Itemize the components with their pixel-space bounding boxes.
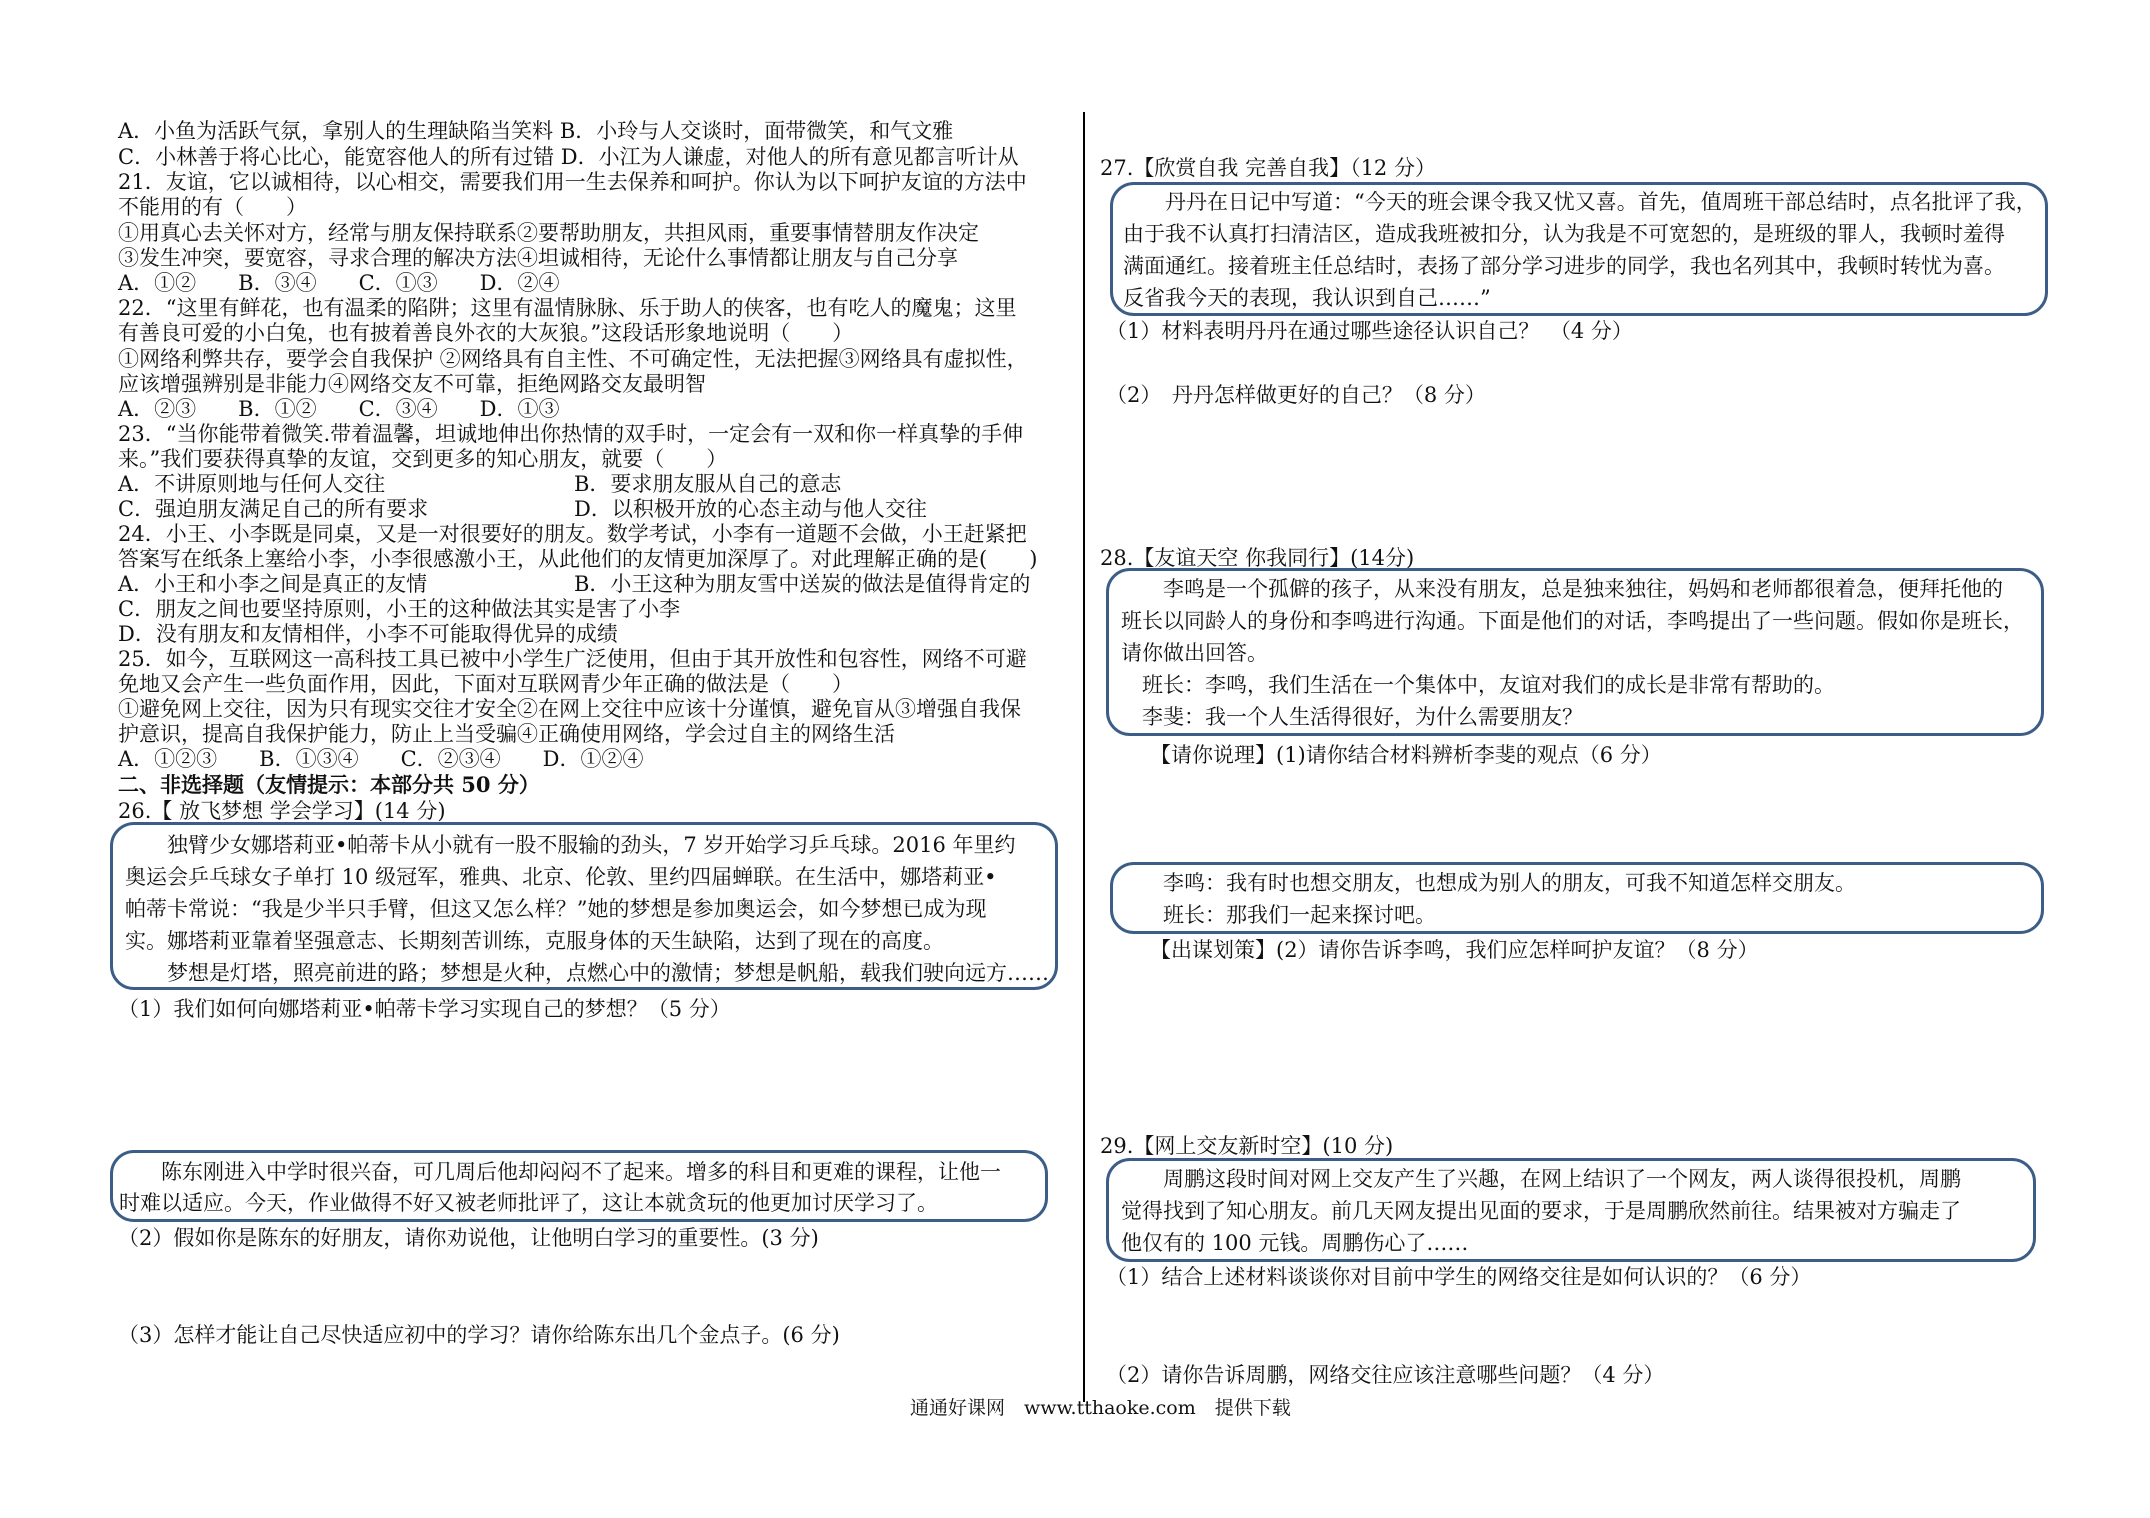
q28-question-1: 【请你说理】(1)请你结合材料辨析李斐的观点（6 分）: [1150, 743, 1662, 767]
q25-choices: A．①②③ B．①③④ C．②③④ D．①②④: [118, 747, 644, 771]
q22-choices: A．②③ B．①② C．③④ D．①③: [118, 397, 560, 421]
q27-title: 27.【欣赏自我 完善自我】（12 分）: [1100, 156, 1436, 180]
q27-material-box: [1110, 182, 2048, 316]
q26-question-3: （3）怎样才能让自己尽快适应初中的学习？请你给陈东出几个金点子。(6 分): [118, 1323, 840, 1347]
q28-material-box: [1106, 568, 2044, 736]
q24-stem-cont: 答案写在纸条上塞给小李，小李很感激小王，从此他们的友情更加深厚了。对此理解正确的是( ): [118, 547, 1038, 571]
q22-statements-cont: 应该增强辨别是非能力④网络交友不可靠，拒绝网路交友最明智: [118, 372, 706, 396]
q23-option-b: B．要求朋友服从自己的意志: [574, 472, 842, 496]
q26-material-box: [110, 822, 1058, 990]
q29-material-line: 他仅有的 100 元钱。周鹏伤心了……: [1121, 1231, 1469, 1255]
q24-option-d: D．没有朋友和友情相伴，小李不可能取得优异的成绩: [118, 622, 618, 646]
q27-material-line: 由于我不认真打扫清洁区，造成我班被扣分，认为我是不可宽恕的，是班级的罪人，我顿时羞得: [1123, 222, 2005, 246]
q27-question-2: （2） 丹丹怎样做更好的自己？（8 分）: [1106, 383, 1486, 407]
q29-material-line: 觉得找到了知心朋友。前几天网友提出见面的要求，于是周鹏欣然前往。结果被对方骗走了: [1121, 1199, 1961, 1223]
q23-option-d: D．以积极开放的心态主动与他人交往: [574, 497, 927, 521]
q26-material-box-2: [110, 1150, 1048, 1222]
q20-option-cd: C．小林善于将心比心，能宽容他人的所有过错 D．小江为人谦虚，对他人的所有意见都言听计从: [118, 145, 1019, 169]
q27-question-1: （1）材料表明丹丹在通过哪些途径认识自己？ （4 分）: [1106, 319, 1633, 343]
q22-stem-cont: 有善良可爱的小白兔，也有披着善良外衣的大灰狼。”这段话形象地说明（ ）: [118, 321, 854, 345]
q24-option-a: A．小王和小李之间是真正的友情: [118, 572, 428, 596]
q23-stem: 23．“当你能带着微笑.带着温馨，坦诚地伸出你热情的双手时，一定会有一双和你一样真挚的手伸: [118, 422, 1024, 446]
q22-stem: 22．“这里有鲜花，也有温柔的陷阱；这里有温情脉脉、乐于助人的侠客，也有吃人的魔鬼；这里: [118, 296, 1017, 320]
q28-material-line: 李鸣是一个孤僻的孩子，从来没有朋友，总是独来独往，妈妈和老师都很着急，便拜托他的: [1121, 577, 2003, 601]
footer-source: 通通好课网 www.tthaoke.com 提供下载: [910, 1397, 1291, 1419]
q29-question-2: （2）请你告诉周鹏，网络交往应该注意哪些问题？（4 分）: [1106, 1363, 1665, 1387]
q28-material-line: 李斐：我一个人生活得很好，为什么需要朋友？: [1121, 705, 1583, 729]
q26-material2-line: 时难以适应。今天，作业做得不好又被老师批评了，这让本就贪玩的他更加讨厌学习了。: [119, 1191, 938, 1215]
q29-material-line: 周鹏这段时间对网上交友产生了兴趣，在网上结识了一个网友，两人谈得很投机，周鹏: [1121, 1167, 1961, 1191]
q28-title: 28.【友谊天空 你我同行】(14分): [1100, 546, 1415, 570]
q25-stem: 25．如今，互联网这一高科技工具已被中小学生广泛使用，但由于其开放性和包容性，网络不可避: [118, 647, 1027, 671]
q26-material-line: 独臂少女娜塔莉亚•帕蒂卡从小就有一股不服输的劲头，7 岁开始学习乒乓球。2016 年里约: [125, 833, 1016, 857]
q21-statements: ①用真心去关怀对方，经常与朋友保持联系②要帮助朋友，共担风雨，重要事情替朋友作决定: [118, 221, 979, 245]
q23-option-a: A．不讲原则地与任何人交往: [118, 472, 386, 496]
q28-material-line: 班长以同龄人的身份和李鸣进行沟通。下面是他们的对话，李鸣提出了一些问题。假如你是班长，: [1121, 609, 2024, 633]
q24-option-b: B．小王这种为朋友雪中送炭的做法是值得肯定的: [574, 572, 1031, 596]
q22-statements: ①网络利弊共存，要学会自我保护 ②网络具有自主性、不可确定性，无法把握③网络具有虚拟性，: [118, 347, 1028, 371]
q26-question-2: （2）假如你是陈东的好朋友，请你劝说他，让他明白学习的重要性。(3 分): [118, 1226, 819, 1250]
q28-material-line: 请你做出回答。: [1121, 641, 1268, 665]
q21-choices: A．①② B．③④ C．①③ D．②④: [118, 271, 560, 295]
q26-material2-line: 陈东刚进入中学时很兴奋，可几周后他却闷闷不了起来。增多的科目和更难的课程，让他一: [119, 1160, 1001, 1184]
q21-stem: 21．友谊，它以诚相待，以心相交，需要我们用一生去保养和呵护。你认为以下呵护友谊的方法中: [118, 170, 1027, 194]
q21-statements-cont: ③发生冲突，要宽容，寻求合理的解决方法④坦诚相待，无论什么事情都让朋友与自己分享: [118, 246, 958, 270]
q25-stem-cont: 免地又会产生一些负面作用，因此，下面对互联网青少年正确的做法是（ ）: [118, 672, 853, 696]
q25-statements: ①避免网上交往，因为只有现实交往才安全②在网上交往中应该十分谨慎，避免盲从③增强自我保: [118, 697, 1021, 721]
q28-question-2: 【出谋划策】(2）请你告诉李鸣，我们应怎样呵护友谊？（8 分）: [1150, 938, 1759, 962]
q26-material-line: 奥运会乒乓球女子单打 10 级冠军，雅典、北京、伦敦、里约四届蝉联。在生活中，娜塔莉亚•: [125, 865, 997, 889]
q24-stem: 24．小王、小李既是同桌，又是一对很要好的朋友。数学考试，小李有一道题不会做，小王赶紧把: [118, 522, 1027, 546]
q29-title: 29.【网上交友新时空】(10 分): [1100, 1134, 1394, 1158]
q26-question-1: （1）我们如何向娜塔莉亚•帕蒂卡学习实现自己的梦想？（5 分）: [118, 997, 731, 1021]
q26-title: 26.【 放飞梦想 学会学习】(14 分): [118, 799, 446, 823]
q28-material-box-2: [1110, 862, 2044, 934]
q26-material-line: 帕蒂卡常说：“我是少半只手臂，但这又怎么样？”她的梦想是参加奥运会，如今梦想已成为现: [125, 897, 987, 921]
q29-question-1: （1）结合上述材料谈谈你对目前中学生的网络交往是如何认识的？（6 分）: [1106, 1265, 1812, 1289]
q23-option-c: C．强迫朋友满足自己的所有要求: [118, 497, 429, 521]
q27-material-line: 反省我今天的表现，我认识到自己……”: [1123, 286, 1491, 310]
q28-material2-line: 李鸣：我有时也想交朋友，也想成为别人的朋友，可我不知道怎样交朋友。: [1121, 871, 1856, 895]
q25-statements-cont: 护意识，提高自我保护能力，防止上当受骗④正确使用网络，学会过自主的网络生活: [118, 722, 895, 746]
q29-material-box: [1106, 1158, 2036, 1262]
q23-stem-cont: 来。”我们要获得真挚的友谊，交到更多的知心朋友，就要（ ）: [118, 447, 728, 471]
column-divider: [1083, 112, 1085, 1402]
q26-material-line: 梦想是灯塔，照亮前进的路；梦想是火种，点燃心中的激情；梦想是帆船，载我们驶向远方……: [125, 961, 1049, 985]
q26-material-line: 实。娜塔莉亚靠着坚强意志、长期刻苦训练，克服身体的天生缺陷，达到了现在的高度。: [125, 929, 944, 953]
q27-material-line: 满面通红。接着班主任总结时，表扬了部分学习进步的同学，我也名列其中，我顿时转忧为喜。: [1123, 254, 2005, 278]
section-2-heading: 二、非选择题（友情提示：本部分共 50 分）: [118, 772, 540, 797]
q21-stem-cont: 不能用的有（ ）: [118, 195, 307, 219]
q20-option-ab: A．小鱼为活跃气氛，拿别人的生理缺陷当笑料 B．小玲与人交谈时，面带微笑，和气文雅: [118, 119, 954, 143]
q28-material-line: 班长：李鸣，我们生活在一个集体中，友谊对我们的成长是非常有帮助的。: [1121, 673, 1835, 697]
q24-option-c: C．朋友之间也要坚持原则，小王的这种做法其实是害了小李: [118, 597, 681, 621]
q28-material2-line: 班长：那我们一起来探讨吧。: [1121, 903, 1436, 927]
q27-material-line: 丹丹在日记中写道：“今天的班会课令我又忧又喜。首先，值周班干部总结时，点名批评了我，: [1123, 190, 2037, 214]
